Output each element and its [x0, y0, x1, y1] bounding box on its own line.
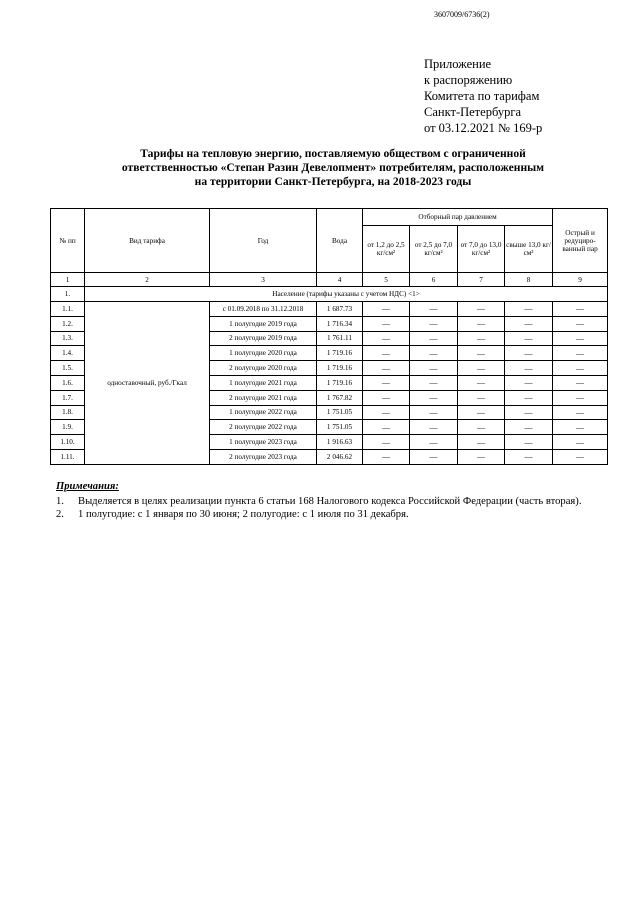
appendix-line: к распоряжению: [424, 73, 513, 87]
row-water-value: 1 751.05: [317, 405, 363, 420]
row-period: 2 полугодие 2021 года: [210, 390, 317, 405]
row-dash: —: [458, 420, 505, 435]
row-water-value: 1 761.11: [317, 331, 363, 346]
row-dash: —: [505, 361, 553, 376]
row-dash: —: [410, 420, 458, 435]
row-dash: —: [553, 302, 608, 317]
appendix-line: Санкт-Петербурга: [424, 105, 522, 119]
row-period: 2 полугодие 2020 года: [210, 361, 317, 376]
row-dash: —: [553, 361, 608, 376]
header-steam-1: от 1,2 до 2,5 кг/см²: [363, 226, 410, 273]
tariff-kind: одноставочный, руб./Гкал: [85, 302, 210, 465]
row-water-value: 1 719.16: [317, 375, 363, 390]
note-text: Выделяется в целях реализации пункта 6 статьи 168 Налогового кодекса Российской Федерации (часть вторая).: [78, 495, 582, 507]
row-dash: —: [363, 346, 410, 361]
row-dash: —: [458, 331, 505, 346]
row-dash: —: [410, 331, 458, 346]
row-dash: —: [505, 375, 553, 390]
row-water-value: 1 719.16: [317, 346, 363, 361]
row-water-value: 1 767.82: [317, 390, 363, 405]
notes-block: [56, 480, 581, 522]
note-number: 2.: [56, 509, 64, 520]
row-dash: —: [363, 420, 410, 435]
notes-heading: Примечания:: [56, 481, 119, 492]
row-dash: —: [410, 302, 458, 317]
row-dash: —: [505, 449, 553, 464]
row-dash: —: [458, 405, 505, 420]
row-dash: —: [505, 302, 553, 317]
row-dash: —: [553, 331, 608, 346]
row-num: 1.9.: [51, 420, 85, 435]
row-period: 1 полугодие 2021 года: [210, 375, 317, 390]
row-num: 1.8.: [51, 405, 85, 420]
row-num: 1.2.: [51, 316, 85, 331]
row-num: 1.6.: [51, 375, 85, 390]
header-year: Год: [210, 209, 317, 273]
row-dash: —: [553, 346, 608, 361]
note-item: [56, 508, 581, 522]
header-steam-3: от 7,0 до 13,0 кг/см²: [458, 226, 505, 273]
row-dash: —: [363, 375, 410, 390]
column-number: 4: [317, 273, 363, 287]
row-dash: —: [505, 420, 553, 435]
section-row: [51, 287, 608, 302]
row-dash: —: [553, 405, 608, 420]
row-period: 2 полугодие 2019 года: [210, 331, 317, 346]
row-num: 1.10.: [51, 435, 85, 450]
row-dash: —: [458, 390, 505, 405]
row-dash: —: [458, 302, 505, 317]
row-dash: —: [363, 405, 410, 420]
row-water-value: 1 916.63: [317, 435, 363, 450]
row-dash: —: [505, 346, 553, 361]
row-period: с 01.09.2018 по 31.12.2018: [210, 302, 317, 317]
row-water-value: 1 751.05: [317, 420, 363, 435]
column-number: 9: [553, 273, 608, 287]
appendix-line: от 03.12.2021 № 169-р: [424, 121, 543, 135]
row-num: 1.3.: [51, 331, 85, 346]
note-item: [56, 495, 581, 509]
appendix-block: [424, 56, 542, 136]
row-dash: —: [363, 331, 410, 346]
header-kind: Вид тарифа: [85, 209, 210, 273]
header-steam-2: от 2,5 до 7,0 кг/см²: [410, 226, 458, 273]
row-dash: —: [363, 316, 410, 331]
row-dash: —: [363, 435, 410, 450]
column-number: 7: [458, 273, 505, 287]
row-dash: —: [553, 449, 608, 464]
section-num: 1.: [51, 287, 85, 302]
appendix-line: Комитета по тарифам: [424, 89, 540, 103]
header-acute-steam: Острый и редуциро-ванный пар: [553, 209, 608, 273]
row-dash: —: [553, 375, 608, 390]
row-dash: —: [363, 361, 410, 376]
document-title: [60, 147, 606, 189]
row-dash: —: [505, 435, 553, 450]
row-num: 1.1.: [51, 302, 85, 317]
note-number: 1.: [56, 495, 64, 507]
column-number: 3: [210, 273, 317, 287]
row-dash: —: [458, 435, 505, 450]
row-water-value: 1 687.73: [317, 302, 363, 317]
row-water-value: 1 716.34: [317, 316, 363, 331]
row-dash: —: [505, 390, 553, 405]
column-number: 6: [410, 273, 458, 287]
column-number: 5: [363, 273, 410, 287]
row-dash: —: [363, 390, 410, 405]
row-dash: —: [410, 346, 458, 361]
title-line: ответственностью «Степан Разин Девелопмент» потребителям, расположенным: [121, 161, 545, 174]
row-period: 1 полугодие 2019 года: [210, 316, 317, 331]
row-period: 1 полугодие 2020 года: [210, 346, 317, 361]
row-dash: —: [410, 361, 458, 376]
title-line: Тарифы на тепловую энергию, поставляемую обществом с ограниченной: [140, 147, 526, 160]
row-dash: —: [458, 346, 505, 361]
row-dash: —: [458, 449, 505, 464]
header-steam-group: Отборный пар давлением: [363, 209, 553, 226]
row-num: 1.7.: [51, 390, 85, 405]
document-number: 3607009/6736(2): [434, 10, 490, 19]
table-row: [51, 302, 608, 317]
row-dash: —: [410, 405, 458, 420]
note-text: 1 полугодие: с 1 января по 30 июня; 2 полугодие: с 1 июля по 31 декабря.: [78, 509, 409, 520]
header-steam-4: свыше 13,0 кг/см²: [505, 226, 553, 273]
row-water-value: 1 719.16: [317, 361, 363, 376]
row-dash: —: [363, 449, 410, 464]
row-water-value: 2 046.62: [317, 449, 363, 464]
row-dash: —: [410, 375, 458, 390]
row-dash: —: [458, 361, 505, 376]
row-dash: —: [410, 316, 458, 331]
row-dash: —: [410, 390, 458, 405]
row-dash: —: [505, 316, 553, 331]
title-line: на территории Санкт-Петербурга, на 2018-2023 годы: [194, 175, 472, 188]
row-dash: —: [458, 375, 505, 390]
row-dash: —: [505, 331, 553, 346]
header-num: № пп: [51, 209, 85, 273]
row-num: 1.11.: [51, 449, 85, 464]
row-dash: —: [363, 302, 410, 317]
row-dash: —: [410, 435, 458, 450]
row-period: 2 полугодие 2022 года: [210, 420, 317, 435]
row-dash: —: [458, 316, 505, 331]
row-period: 2 полугодие 2023 года: [210, 449, 317, 464]
appendix-line: Приложение: [424, 57, 492, 71]
column-number: 8: [505, 273, 553, 287]
column-number-row: [51, 273, 608, 287]
column-number: 1: [51, 273, 85, 287]
row-dash: —: [553, 420, 608, 435]
row-num: 1.4.: [51, 346, 85, 361]
row-dash: —: [410, 449, 458, 464]
row-dash: —: [553, 316, 608, 331]
row-dash: —: [553, 435, 608, 450]
row-num: 1.5.: [51, 361, 85, 376]
tariff-table: [50, 208, 608, 465]
column-number: 2: [85, 273, 210, 287]
section-label: Население (тарифы указаны с учетом НДС) <1>: [85, 287, 608, 302]
row-dash: —: [553, 390, 608, 405]
header-water: Вода: [317, 209, 363, 273]
row-period: 1 полугодие 2022 года: [210, 405, 317, 420]
row-dash: —: [505, 405, 553, 420]
row-period: 1 полугодие 2023 года: [210, 435, 317, 450]
